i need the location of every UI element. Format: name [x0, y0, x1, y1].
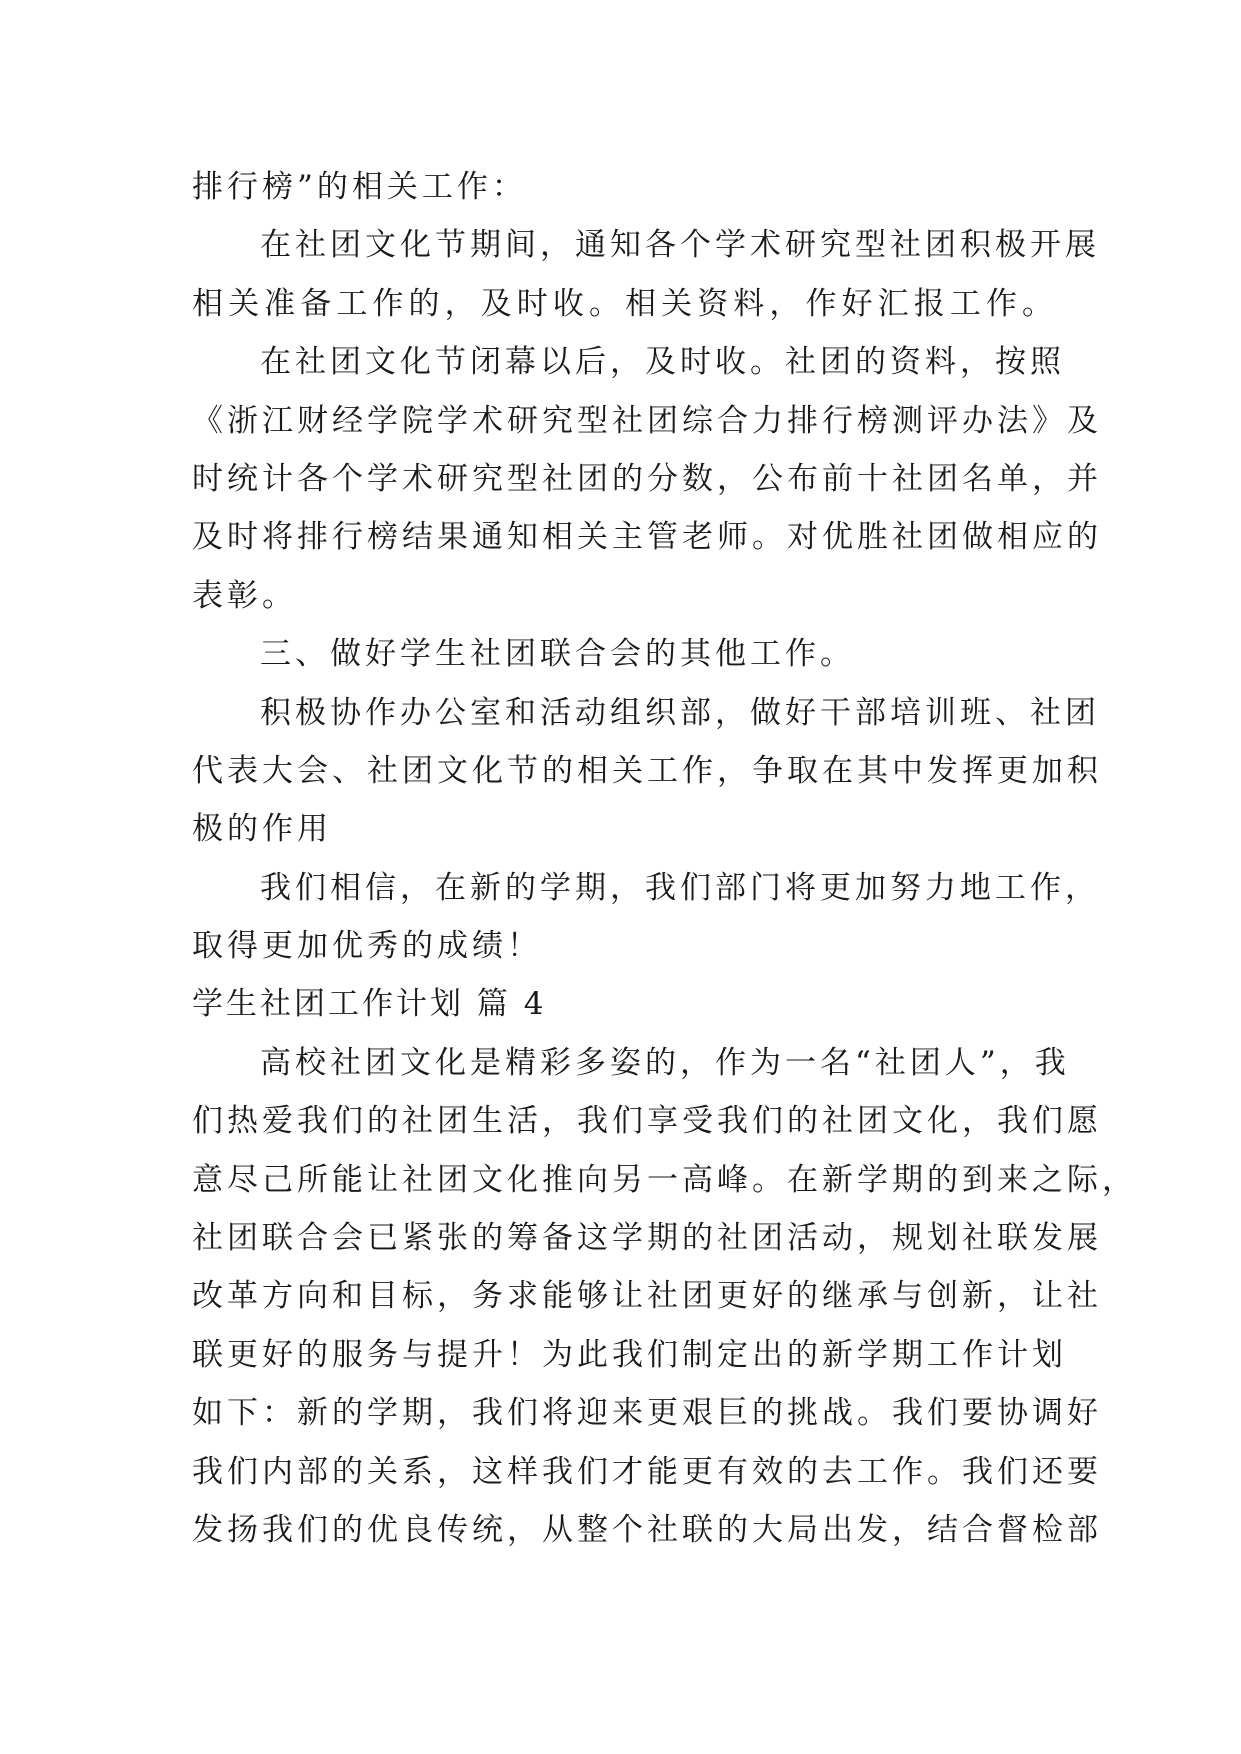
text-line: 高校社团文化是精彩多姿的，作为一名“社团人”，我 — [260, 1044, 1070, 1081]
text-line: 发扬我们的优良传统，从整个社联的大局出发，结合督检部 — [192, 1511, 1102, 1548]
text-line: 社团联合会已紧张的筹备这学期的社团活动，规划社联发展 — [192, 1220, 1102, 1257]
text-line: 在社团文化节闭幕以后，及时收。社团的资料，按照 — [260, 344, 1065, 381]
text-line: 三、做好学生社团联合会的其他工作。 — [260, 636, 855, 673]
text-line: 我们相信，在新的学期，我们部门将更加努力地工作， — [260, 869, 1100, 906]
text-line: 及时将排行榜结果通知相关主管老师。对优胜社团做相应的 — [192, 519, 1102, 556]
text-line: 取得更加优秀的成绩！ — [192, 928, 542, 965]
text-line: 我们内部的关系，这样我们才能更有效的去工作。我们还要 — [192, 1453, 1102, 1490]
text-line: 在社团文化节期间，通知各个学术研究型社团积极开展 — [260, 227, 1100, 264]
text-line: 意尽己所能让社团文化推向另一高峰。在新学期的到来之际， — [192, 1161, 1137, 1198]
text-line: 积极协作办公室和活动组织部，做好干部培训班、社团 — [260, 694, 1100, 731]
text-line: 相关准备工作的，及时收。相关资料，作好汇报工作。 — [192, 285, 1057, 322]
section-heading: 学生社团工作计划 篇 4 — [192, 986, 547, 1023]
text-line: 们热爱我们的社团生活，我们享受我们的社团文化，我们愿 — [192, 1103, 1102, 1140]
text-line: 《浙江财经学院学术研究型社团综合力排行榜测评办法》及 — [192, 402, 1102, 439]
text-line: 联更好的服务与提升！为此我们制定出的新学期工作计划 — [192, 1336, 1067, 1373]
text-line: 极的作用 — [192, 811, 332, 848]
text-line: 改革方向和目标，务求能够让社团更好的继承与创新，让社 — [192, 1278, 1102, 1315]
document-body — [192, 158, 1137, 1559]
text-line: 表彰。 — [192, 577, 297, 614]
text-line: 代表大会、社团文化节的相关工作，争取在其中发挥更加积 — [192, 752, 1102, 789]
text-line: 排行榜”的相关工作： — [192, 169, 527, 205]
text-line: 时统计各个学术研究型社团的分数，公布前十社团名单，并 — [192, 460, 1102, 497]
text-line: 如下：新的学期，我们将迎来更艰巨的挑战。我们要协调好 — [192, 1395, 1102, 1432]
